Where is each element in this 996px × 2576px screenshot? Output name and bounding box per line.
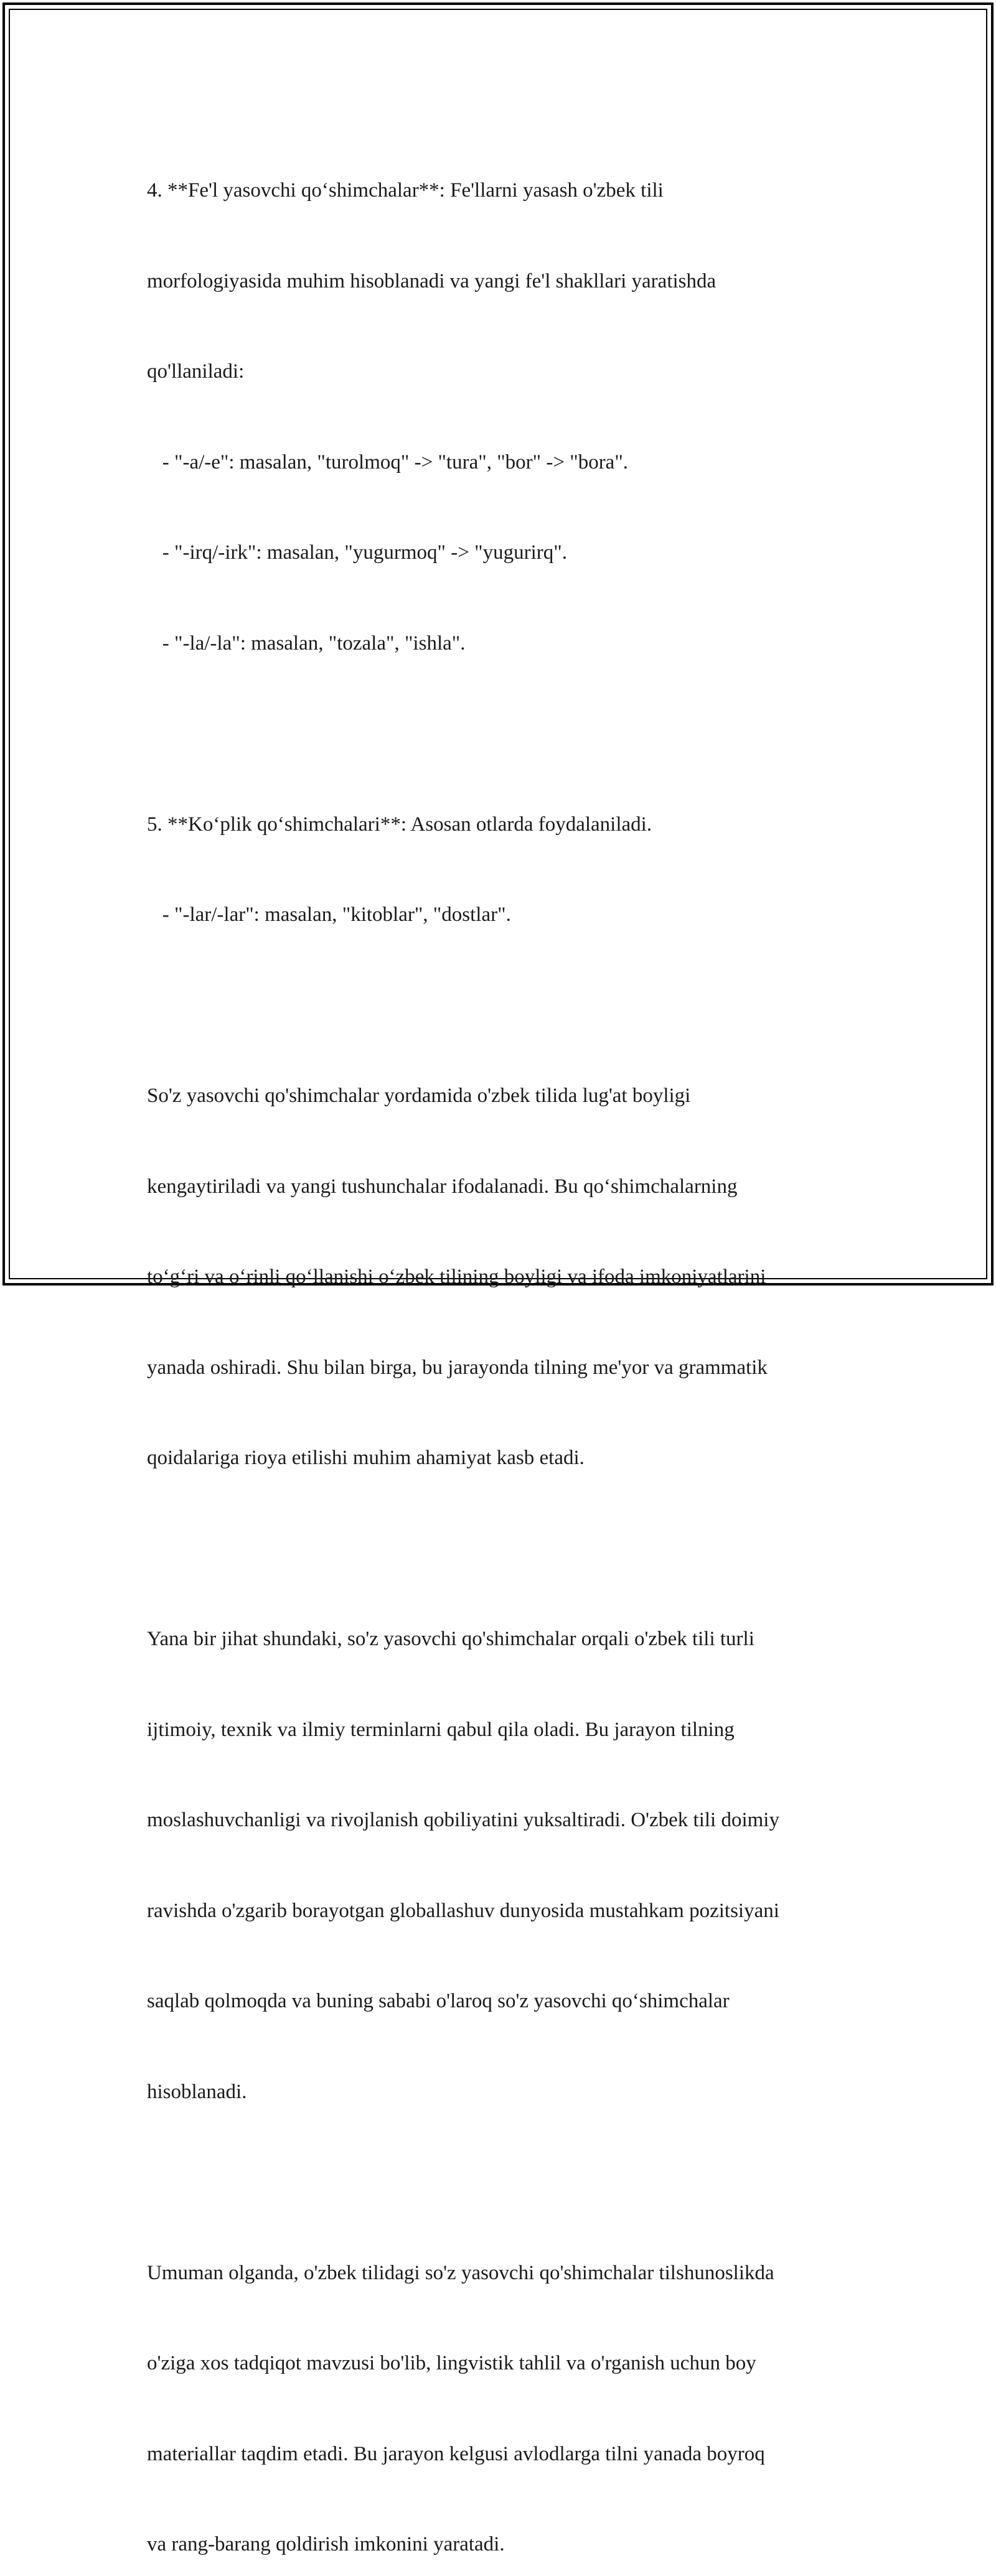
document-body xyxy=(147,115,875,2576)
text-line: moslashuvchanligi va rivojlanish qobiliyatini yuksaltiradi. O'zbek tili doimiy xyxy=(147,1805,875,1836)
text-line: morfologiyasida muhim hisoblanadi va yangi fe'l shakllari yaratishda xyxy=(147,266,875,297)
list-item: - "-irq/-irk": masalan, "yugurmoq" -> "yugurirq". xyxy=(147,538,875,568)
list-item: - "-lar/-lar": masalan, "kitoblar", "dostlar". xyxy=(147,900,875,930)
text-line: qoidalariga rioya etilishi muhim ahamiyat kasb etadi. xyxy=(147,1443,875,1473)
list-item: - "-a/-e": masalan, "turolmoq" -> "tura", "bor" -> "bora". xyxy=(147,447,875,478)
text-line: Umuman olganda, o'zbek tilidagi so'z yasovchi qo'shimchalar tilshunoslikda xyxy=(147,2258,875,2289)
text-line: materiallar taqdim etadi. Bu jarayon kelgusi avlodlarga tilni yanada boyroq xyxy=(147,2439,875,2470)
text-line: Yana bir jihat shundaki, so'z yasovchi qo'shimchalar orqali o'zbek tili turli xyxy=(147,1624,875,1654)
text-line: ravishda o'zgarib borayotgan globallashuv dunyosida mustahkam pozitsiyani xyxy=(147,1896,875,1926)
text-line: saqlab qolmoqda va buning sababi o'laroq so'z yasovchi qo‘shimchalar xyxy=(147,1986,875,2017)
paragraph-gap xyxy=(147,1534,875,1564)
text-line: to‘g‘ri va o‘rinli qo‘llanishi o‘zbek tilining boyligi va ifoda imkoniyatlarini xyxy=(147,1262,875,1292)
text-line: va rang-barang qoldirish imkonini yaratadi. xyxy=(147,2529,875,2560)
paragraph-gap xyxy=(147,719,875,749)
text-line: kengaytiriladi va yangi tushunchalar ifodalanadi. Bu qo‘shimchalarning xyxy=(147,1172,875,1202)
paragraph-vocabulary xyxy=(147,1020,875,1534)
text-line: yanada oshiradi. Shu bilan birga, bu jarayonda tilning me'yor va grammatik xyxy=(147,1353,875,1383)
paragraph-terminology xyxy=(147,1564,875,2167)
text-line: 5. **Ko‘plik qo‘shimchalari**: Asosan otlarda foydalaniladi. xyxy=(147,810,875,840)
text-line: 4. **Fe'l yasovchi qo‘shimchalar**: Fe'llarni yasash o'zbek tili xyxy=(147,175,875,206)
text-line: hisoblanadi. xyxy=(147,2077,875,2107)
list-item: - "-la/-la": masalan, "tozala", "ishla". xyxy=(147,628,875,659)
paragraph-conclusion xyxy=(147,2198,875,2576)
section-4-verb-suffixes xyxy=(147,115,875,719)
text-line: o'ziga xos tadqiqot mavzusi bo'lib, lingvistik tahlil va o'rganish uchun boy xyxy=(147,2348,875,2379)
section-5-plural-suffixes xyxy=(147,749,875,991)
text-line: qo'llaniladi: xyxy=(147,357,875,387)
text-line: So'z yasovchi qo'shimchalar yordamida o'zbek tilida lug'at boyligi xyxy=(147,1081,875,1111)
text-line: ijtimoiy, texnik va ilmiy terminlarni qabul qila oladi. Bu jarayon tilning xyxy=(147,1715,875,1745)
paragraph-gap xyxy=(147,991,875,1021)
paragraph-gap xyxy=(147,2167,875,2198)
